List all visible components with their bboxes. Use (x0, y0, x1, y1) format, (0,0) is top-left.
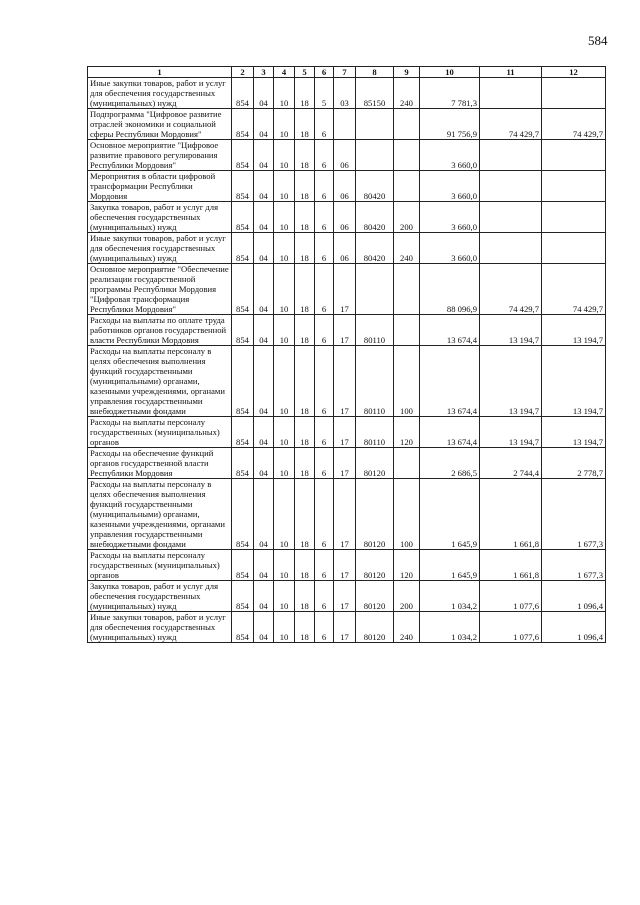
row-value-cell: 04 (254, 140, 274, 171)
table-row (88, 202, 606, 233)
row-value-cell: 240 (394, 612, 420, 643)
row-value-cell: 18 (295, 612, 315, 643)
row-value-cell: 85150 (356, 78, 394, 109)
row-value-cell: 3 660,0 (420, 140, 480, 171)
row-value-cell (480, 140, 542, 171)
row-value-cell: 6 (315, 612, 334, 643)
row-value-cell: 80110 (356, 417, 394, 448)
table-row (88, 346, 606, 417)
row-value-cell: 04 (254, 550, 274, 581)
row-value-cell (542, 140, 606, 171)
row-value-cell: 6 (315, 109, 334, 140)
row-value-cell: 1 645,9 (420, 479, 480, 550)
column-header: 11 (480, 67, 542, 78)
row-value-cell: 18 (295, 78, 315, 109)
row-name-cell: Расходы на выплаты по оплате труда работников органов государственной власти Республики Мордовия (88, 315, 232, 346)
row-value-cell: 10 (274, 417, 295, 448)
row-value-cell: 3 660,0 (420, 233, 480, 264)
table-row (88, 140, 606, 171)
column-header: 3 (254, 67, 274, 78)
row-value-cell: 10 (274, 109, 295, 140)
row-value-cell: 13 194,7 (542, 417, 606, 448)
row-name-cell: Закупка товаров, работ и услуг для обеспечения государственных (муниципальных) нужд (88, 202, 232, 233)
row-value-cell: 13 194,7 (480, 417, 542, 448)
table-row (88, 264, 606, 315)
row-value-cell: 80120 (356, 448, 394, 479)
row-value-cell: 1 661,8 (480, 479, 542, 550)
row-value-cell: 854 (232, 78, 254, 109)
row-value-cell: 80420 (356, 202, 394, 233)
row-value-cell: 04 (254, 171, 274, 202)
row-value-cell: 17 (334, 550, 356, 581)
row-value-cell: 6 (315, 346, 334, 417)
row-value-cell: 04 (254, 346, 274, 417)
row-value-cell: 04 (254, 612, 274, 643)
row-value-cell: 10 (274, 315, 295, 346)
row-value-cell: 10 (274, 612, 295, 643)
column-header: 6 (315, 67, 334, 78)
row-value-cell: 854 (232, 233, 254, 264)
row-value-cell: 18 (295, 479, 315, 550)
row-name-cell: Расходы на выплаты персоналу государственных (муниципальных) органов (88, 550, 232, 581)
row-value-cell (394, 315, 420, 346)
row-value-cell: 6 (315, 315, 334, 346)
row-value-cell: 10 (274, 264, 295, 315)
row-value-cell: 04 (254, 417, 274, 448)
row-value-cell: 18 (295, 417, 315, 448)
row-value-cell: 10 (274, 202, 295, 233)
column-header: 10 (420, 67, 480, 78)
row-value-cell: 80120 (356, 581, 394, 612)
row-value-cell: 2 686,5 (420, 448, 480, 479)
row-value-cell: 13 194,7 (480, 315, 542, 346)
row-value-cell: 17 (334, 264, 356, 315)
row-name-cell: Основное мероприятие "Обеспечение реализации государственной программы Республики Мордовия "Цифровая трансформация Республики Мордовия" (88, 264, 232, 315)
row-value-cell: 18 (295, 581, 315, 612)
row-value-cell: 80420 (356, 171, 394, 202)
budget-table (87, 66, 606, 643)
row-value-cell: 18 (295, 233, 315, 264)
row-value-cell: 854 (232, 264, 254, 315)
row-value-cell: 1 645,9 (420, 550, 480, 581)
row-value-cell: 854 (232, 417, 254, 448)
row-value-cell: 04 (254, 202, 274, 233)
row-name-cell: Иные закупки товаров, работ и услуг для обеспечения государственных (муниципальных) нужд (88, 233, 232, 264)
row-value-cell (334, 109, 356, 140)
row-value-cell (394, 140, 420, 171)
row-name-cell: Подпрограмма "Цифровое развитие отраслей экономики и социальной сферы Республики Мордовия" (88, 109, 232, 140)
row-value-cell: 80120 (356, 479, 394, 550)
row-value-cell: 854 (232, 109, 254, 140)
row-value-cell (394, 171, 420, 202)
row-value-cell: 1 077,6 (480, 581, 542, 612)
table-row (88, 581, 606, 612)
row-value-cell: 18 (295, 171, 315, 202)
row-value-cell: 1 661,8 (480, 550, 542, 581)
row-value-cell: 10 (274, 78, 295, 109)
row-value-cell: 3 660,0 (420, 202, 480, 233)
row-name-cell: Расходы на обеспечение функций органов государственной власти Республики Мордовия (88, 448, 232, 479)
row-value-cell (480, 78, 542, 109)
row-value-cell: 6 (315, 581, 334, 612)
row-value-cell: 04 (254, 315, 274, 346)
row-value-cell: 74 429,7 (542, 264, 606, 315)
row-value-cell (356, 109, 394, 140)
row-value-cell: 854 (232, 202, 254, 233)
table-row (88, 479, 606, 550)
row-value-cell: 80120 (356, 612, 394, 643)
row-value-cell: 06 (334, 233, 356, 264)
row-value-cell: 120 (394, 550, 420, 581)
row-value-cell: 91 756,9 (420, 109, 480, 140)
row-value-cell: 10 (274, 171, 295, 202)
row-value-cell: 100 (394, 479, 420, 550)
row-value-cell: 80420 (356, 233, 394, 264)
row-value-cell: 17 (334, 346, 356, 417)
column-header: 1 (88, 67, 232, 78)
row-value-cell: 240 (394, 78, 420, 109)
row-value-cell: 854 (232, 612, 254, 643)
row-value-cell: 13 194,7 (480, 346, 542, 417)
row-value-cell: 17 (334, 581, 356, 612)
column-header: 4 (274, 67, 295, 78)
row-value-cell: 854 (232, 550, 254, 581)
table-row (88, 612, 606, 643)
row-name-cell: Расходы на выплаты персоналу государственных (муниципальных) органов (88, 417, 232, 448)
row-value-cell: 17 (334, 612, 356, 643)
row-value-cell: 18 (295, 109, 315, 140)
row-value-cell: 18 (295, 264, 315, 315)
row-value-cell: 7 781,3 (420, 78, 480, 109)
row-value-cell (542, 78, 606, 109)
row-value-cell: 854 (232, 346, 254, 417)
row-value-cell (480, 202, 542, 233)
row-value-cell: 13 674,4 (420, 346, 480, 417)
row-value-cell (394, 448, 420, 479)
column-header: 8 (356, 67, 394, 78)
row-value-cell: 74 429,7 (542, 109, 606, 140)
row-value-cell: 6 (315, 140, 334, 171)
column-header: 7 (334, 67, 356, 78)
row-value-cell: 17 (334, 448, 356, 479)
row-value-cell: 13 674,4 (420, 417, 480, 448)
row-value-cell: 200 (394, 202, 420, 233)
row-value-cell: 3 660,0 (420, 171, 480, 202)
row-value-cell: 18 (295, 448, 315, 479)
row-value-cell: 06 (334, 140, 356, 171)
row-value-cell: 04 (254, 264, 274, 315)
table-row (88, 78, 606, 109)
row-value-cell: 854 (232, 479, 254, 550)
row-value-cell: 74 429,7 (480, 109, 542, 140)
column-header: 2 (232, 67, 254, 78)
row-value-cell (542, 233, 606, 264)
row-value-cell (542, 171, 606, 202)
row-value-cell: 2 778,7 (542, 448, 606, 479)
row-value-cell: 18 (295, 315, 315, 346)
row-value-cell: 04 (254, 479, 274, 550)
row-value-cell: 06 (334, 202, 356, 233)
row-value-cell: 6 (315, 479, 334, 550)
column-header: 12 (542, 67, 606, 78)
row-value-cell (542, 202, 606, 233)
row-value-cell: 80110 (356, 315, 394, 346)
row-value-cell: 13 194,7 (542, 315, 606, 346)
table-row (88, 315, 606, 346)
row-value-cell: 74 429,7 (480, 264, 542, 315)
row-value-cell: 10 (274, 140, 295, 171)
row-value-cell: 1 096,4 (542, 581, 606, 612)
row-value-cell: 13 674,4 (420, 315, 480, 346)
row-value-cell: 854 (232, 315, 254, 346)
row-value-cell: 10 (274, 581, 295, 612)
row-value-cell: 6 (315, 202, 334, 233)
row-value-cell: 03 (334, 78, 356, 109)
row-value-cell: 5 (315, 78, 334, 109)
row-value-cell: 2 744,4 (480, 448, 542, 479)
row-name-cell: Расходы на выплаты персоналу в целях обеспечения выполнения функций государственными (муниципальными) органами, казенными учреждениями, органами управления государственными внебюджетными фондами (88, 479, 232, 550)
row-value-cell: 04 (254, 109, 274, 140)
row-value-cell: 6 (315, 171, 334, 202)
row-name-cell: Мероприятия в области цифровой трансформации Республики Мордовия (88, 171, 232, 202)
row-value-cell: 04 (254, 581, 274, 612)
row-value-cell: 18 (295, 140, 315, 171)
row-name-cell: Иные закупки товаров, работ и услуг для обеспечения государственных (муниципальных) нужд (88, 78, 232, 109)
row-value-cell: 100 (394, 346, 420, 417)
table-row (88, 109, 606, 140)
row-value-cell: 1 096,4 (542, 612, 606, 643)
row-value-cell: 10 (274, 346, 295, 417)
row-value-cell: 10 (274, 448, 295, 479)
row-value-cell: 120 (394, 417, 420, 448)
row-value-cell: 18 (295, 550, 315, 581)
row-value-cell (394, 109, 420, 140)
row-value-cell: 04 (254, 233, 274, 264)
row-value-cell: 10 (274, 479, 295, 550)
row-value-cell: 1 677,3 (542, 550, 606, 581)
row-value-cell: 6 (315, 264, 334, 315)
row-value-cell: 1 677,3 (542, 479, 606, 550)
row-value-cell: 854 (232, 581, 254, 612)
row-value-cell: 200 (394, 581, 420, 612)
row-value-cell: 17 (334, 479, 356, 550)
row-value-cell: 6 (315, 448, 334, 479)
row-value-cell: 240 (394, 233, 420, 264)
row-value-cell: 6 (315, 233, 334, 264)
row-value-cell: 854 (232, 171, 254, 202)
row-value-cell: 06 (334, 171, 356, 202)
row-value-cell: 18 (295, 202, 315, 233)
row-value-cell (356, 140, 394, 171)
row-value-cell: 10 (274, 550, 295, 581)
row-value-cell: 10 (274, 233, 295, 264)
row-value-cell: 1 077,6 (480, 612, 542, 643)
row-name-cell: Иные закупки товаров, работ и услуг для обеспечения государственных (муниципальных) нужд (88, 612, 232, 643)
table-row (88, 233, 606, 264)
row-value-cell: 854 (232, 448, 254, 479)
page-number: 584 (588, 33, 608, 48)
row-value-cell: 1 034,2 (420, 581, 480, 612)
row-value-cell: 13 194,7 (542, 346, 606, 417)
column-header: 5 (295, 67, 315, 78)
table-row (88, 550, 606, 581)
row-value-cell: 88 096,9 (420, 264, 480, 315)
row-value-cell: 1 034,2 (420, 612, 480, 643)
row-value-cell (356, 264, 394, 315)
row-value-cell (480, 233, 542, 264)
row-value-cell: 04 (254, 448, 274, 479)
column-header: 9 (394, 67, 420, 78)
row-value-cell: 04 (254, 78, 274, 109)
table-row (88, 417, 606, 448)
row-value-cell: 6 (315, 417, 334, 448)
row-value-cell: 17 (334, 417, 356, 448)
row-value-cell: 80110 (356, 346, 394, 417)
row-value-cell: 18 (295, 346, 315, 417)
row-value-cell (394, 264, 420, 315)
row-name-cell: Закупка товаров, работ и услуг для обеспечения государственных (муниципальных) нужд (88, 581, 232, 612)
row-value-cell: 6 (315, 550, 334, 581)
row-value-cell: 17 (334, 315, 356, 346)
row-name-cell: Расходы на выплаты персоналу в целях обеспечения выполнения функций государственными (муниципальными) органами, казенными учреждениями, органами управления государственными внебюджетными фондами (88, 346, 232, 417)
row-value-cell: 854 (232, 140, 254, 171)
table-row (88, 448, 606, 479)
row-value-cell (480, 171, 542, 202)
table-header-row (88, 67, 606, 78)
row-value-cell: 80120 (356, 550, 394, 581)
table-row (88, 171, 606, 202)
row-name-cell: Основное мероприятие "Цифровое развитие правового регулирования Республики Мордовия" (88, 140, 232, 171)
